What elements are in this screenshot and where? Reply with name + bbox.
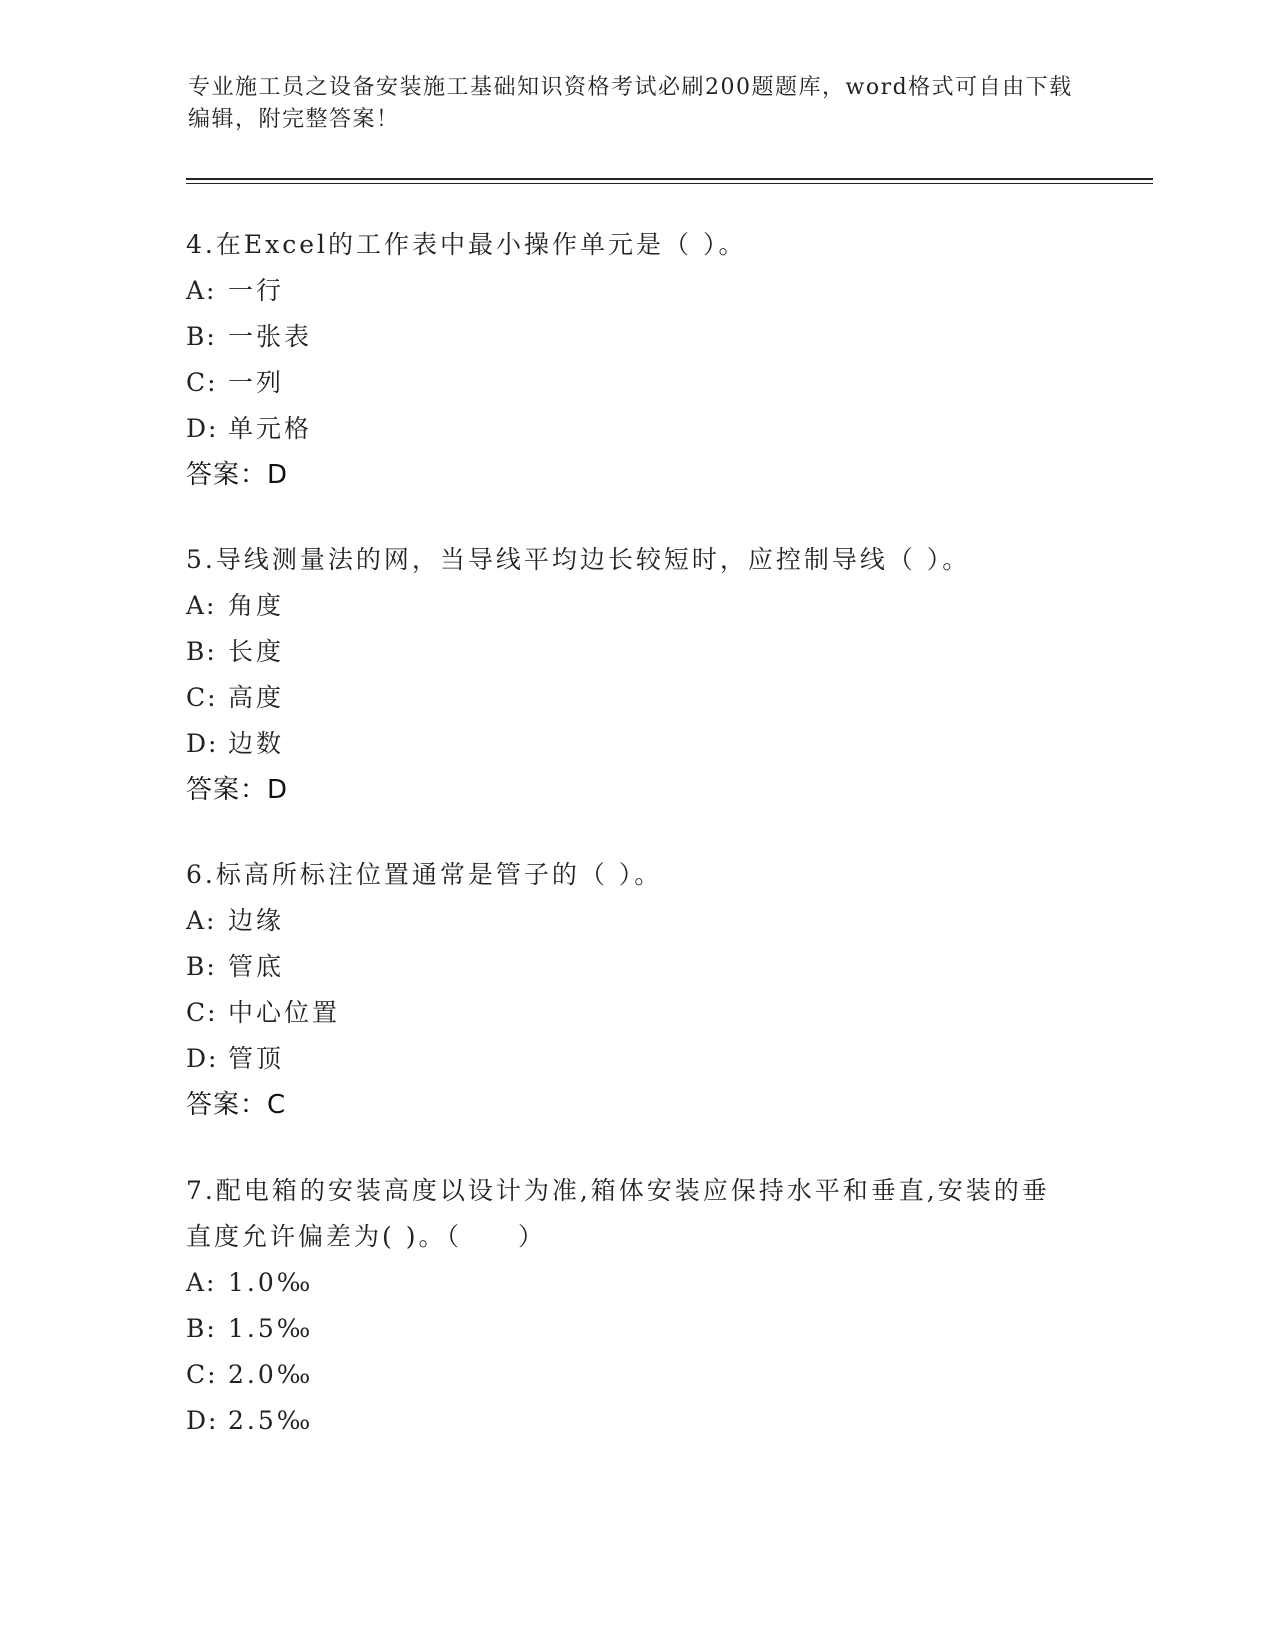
option-a (186, 583, 1086, 629)
document-header-title: 专业施工员之设备安装施工基础知识资格考试必刷200题题库，word格式可自由下载编辑，附完整答案！ (188, 75, 1073, 132)
option-letter: B: (186, 952, 217, 981)
question-stem: 6.标高所标注位置通常是管子的（ ）。 (186, 860, 663, 889)
option-text: 一张表 (228, 322, 313, 351)
option-b (186, 629, 1086, 675)
option-text: 管顶 (228, 1044, 285, 1073)
option-letter: A: (186, 276, 217, 305)
question-6 (186, 852, 1086, 1128)
option-text: 角度 (228, 591, 285, 620)
question-4 (186, 222, 1086, 498)
question-stem: 7.配电箱的安装高度以设计为准,箱体安装应保持水平和垂直,安装的垂直度允许偏差为( )。（ ） (186, 1176, 1050, 1251)
question-stem: 4.在Excel的工作表中最小操作单元是（ ）。 (186, 230, 747, 259)
option-c (186, 675, 1086, 721)
option-letter: A: (186, 906, 217, 935)
option-letter: B: (186, 637, 217, 666)
option-d (186, 406, 1086, 452)
option-b (186, 1306, 1086, 1352)
option-text: 一列 (228, 368, 285, 397)
option-letter: C: (186, 1360, 218, 1389)
option-text: 中心位置 (228, 998, 341, 1027)
option-text: 边缘 (228, 906, 285, 935)
option-letter: C: (186, 368, 218, 397)
option-c (186, 1352, 1086, 1398)
option-text: 高度 (228, 683, 285, 712)
option-letter: D: (186, 729, 219, 758)
option-text: 边数 (228, 729, 285, 758)
option-d (186, 1036, 1086, 1082)
question-7 (186, 1168, 1086, 1444)
option-d (186, 721, 1086, 767)
option-c (186, 360, 1086, 406)
option-letter: A: (186, 591, 217, 620)
option-text: 2.0‰ (228, 1360, 314, 1389)
option-b (186, 314, 1086, 360)
option-letter: B: (186, 1314, 217, 1343)
option-text: 1.0‰ (228, 1268, 314, 1297)
option-c (186, 990, 1086, 1036)
answer-label: 答案：D (186, 775, 289, 805)
answer-label: 答案：D (186, 460, 289, 490)
header-divider-thick (186, 178, 1153, 180)
option-text: 一行 (228, 276, 285, 305)
option-letter: A: (186, 1268, 217, 1297)
answer-label: 答案：C (186, 1090, 287, 1120)
option-letter: D: (186, 1406, 219, 1435)
option-letter: B: (186, 322, 217, 351)
option-text: 单元格 (228, 414, 313, 443)
option-text: 1.5‰ (228, 1314, 314, 1343)
option-text: 2.5‰ (228, 1406, 314, 1435)
option-a (186, 268, 1086, 314)
option-d (186, 1398, 1086, 1444)
option-b (186, 944, 1086, 990)
option-text: 管底 (228, 952, 285, 981)
question-stem: 5.导线测量法的网，当导线平均边长较短时，应控制导线（ ）。 (186, 545, 971, 574)
option-letter: C: (186, 683, 218, 712)
option-letter: D: (186, 1044, 219, 1073)
option-a (186, 898, 1086, 944)
option-letter: D: (186, 414, 219, 443)
question-5 (186, 537, 1086, 813)
option-letter: C: (186, 998, 218, 1027)
option-text: 长度 (228, 637, 285, 666)
option-a (186, 1260, 1086, 1306)
header-divider-thin (186, 183, 1153, 184)
